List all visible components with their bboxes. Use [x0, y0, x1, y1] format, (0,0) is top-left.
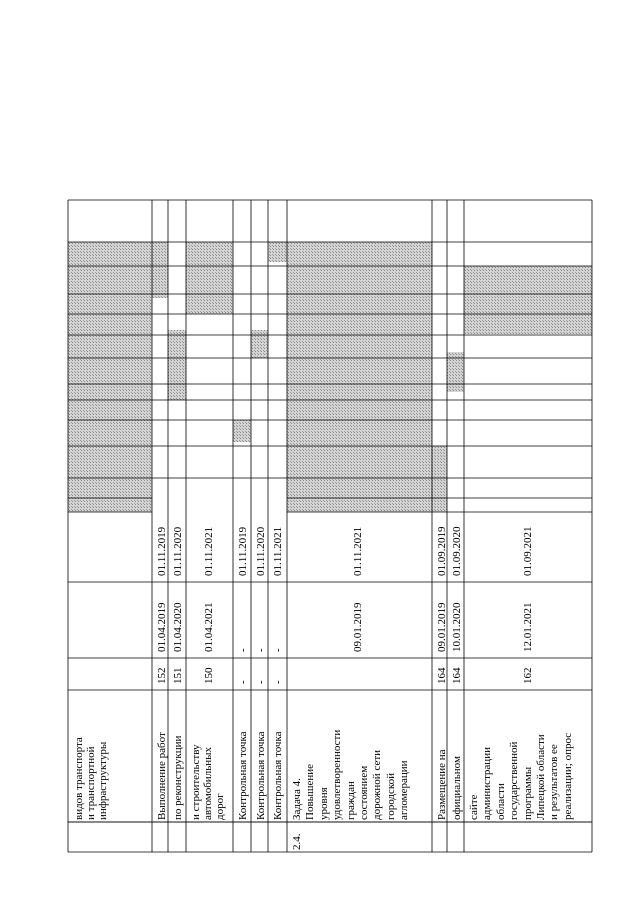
number-cell-kt-1 [237, 680, 249, 684]
cell-text-line: дорог [214, 793, 226, 820]
start-date-row-150 [203, 603, 215, 653]
number-cell-kt-2 [255, 680, 267, 684]
cell-text-line: состоянием [358, 765, 371, 820]
start-date-row-150-text: 01.04.2021 [203, 602, 215, 652]
end-date-task-4 [352, 527, 364, 576]
cell-text-line: по реконструкции [172, 735, 184, 820]
number-cell-row-164b [451, 668, 463, 685]
number-cell-row-151 [172, 668, 184, 685]
start-date-row-152-text: 01.04.2019 [156, 602, 168, 652]
number-cell-kt-2-text: - [255, 680, 267, 684]
cell-text-line: Контрольная точка [272, 731, 284, 820]
end-date-kt-1 [237, 527, 249, 576]
start-date-row-151 [172, 603, 184, 653]
name-cell-kt-2 [255, 731, 267, 820]
start-date-row-164b-text: 10.01.2020 [451, 602, 463, 652]
cell-text-line: государственной [508, 741, 521, 820]
number-cell-row-151-text: 151 [172, 667, 184, 684]
start-date-task-4 [352, 603, 364, 653]
cell-text-line: видов транспорта [73, 737, 85, 820]
name-cell-row-164b [451, 756, 463, 820]
name-cell-task-4 [291, 730, 412, 820]
name-cell-row-151 [172, 736, 184, 820]
end-date-kt-2 [255, 527, 267, 576]
start-date-kt-2-text: - [255, 648, 267, 652]
cell-text-line: уровня [317, 787, 330, 820]
index-cell-task-4-text: 2.4. [291, 833, 303, 850]
cell-text-line: Контрольная точка [255, 731, 267, 820]
index-cell-task-4 [291, 834, 303, 851]
end-date-row-150-text: 01.11.2021 [203, 526, 215, 576]
end-date-row-151-text: 01.11.2020 [172, 526, 184, 576]
number-cell-row-162 [522, 668, 534, 685]
start-date-row-164a-text: 09.01.2019 [436, 602, 448, 652]
start-date-kt-3-text: - [272, 648, 284, 652]
name-cell-kt-1 [237, 731, 249, 820]
cell-text-line: реализации; опрос [561, 732, 574, 820]
number-cell-row-152 [156, 668, 168, 685]
end-date-row-164a-text: 01.09.2019 [436, 526, 448, 576]
cell-text-line: и результатов ее [548, 744, 561, 820]
end-date-row-162 [522, 527, 534, 577]
cell-text-line: автомобильных [202, 747, 214, 820]
start-date-row-152 [156, 603, 168, 653]
start-date-kt-2 [255, 648, 267, 652]
start-date-row-151-text: 01.04.2020 [172, 602, 184, 652]
cell-text-line: Липецкой области [535, 734, 548, 820]
cell-text-line: инфраструктуры [97, 741, 109, 820]
number-cell-row-150 [203, 668, 215, 685]
cell-text-line: Задача 4. [291, 778, 303, 820]
start-date-kt-1 [237, 648, 249, 652]
end-date-row-164a [436, 527, 448, 577]
number-cell-kt-1-text: - [237, 680, 249, 684]
cell-text-line: Выполнение работ [156, 732, 168, 820]
end-date-kt-3 [272, 527, 284, 576]
cell-text-line: программы [521, 766, 534, 820]
end-date-row-162-text: 01.09.2021 [522, 526, 534, 576]
name-cell-kt-3 [272, 731, 284, 820]
number-cell-row-162-text: 162 [522, 667, 534, 684]
cell-text-line: Контрольная точка [237, 731, 249, 820]
name-cell-row-150 [190, 744, 226, 820]
cell-text-line: и строительству [190, 744, 202, 820]
end-date-kt-2-text: 01.11.2020 [255, 526, 267, 576]
gantt-shade-header [68, 242, 152, 512]
gantt-shade-kt-1 [233, 420, 251, 442]
gantt-shade-kt-3 [268, 242, 287, 262]
start-date-row-162 [522, 603, 534, 653]
end-date-row-150 [203, 527, 215, 576]
cell-text-line: дорожной сети [371, 749, 384, 820]
gantt-shade-row-162 [464, 266, 592, 334]
number-cell-kt-3 [272, 680, 284, 684]
start-date-kt-1-text: - [237, 648, 249, 652]
number-cell-row-164a [436, 668, 448, 685]
name-cell-header-cont [73, 737, 109, 820]
start-date-row-162-text: 12.01.2021 [522, 602, 534, 652]
gantt-shade-task-4 [287, 242, 432, 512]
name-cell-row-162 [468, 733, 575, 820]
name-cell-row-152 [156, 732, 168, 820]
end-date-row-164b-text: 01.09.2020 [451, 526, 463, 576]
cell-text-line: Повышение [304, 763, 317, 820]
number-cell-row-152-text: 152 [156, 667, 168, 684]
end-date-task-4-text: 01.11.2021 [352, 526, 364, 576]
end-date-row-164b [451, 527, 463, 577]
gantt-shade-row-152 [152, 242, 168, 298]
cell-text-line: Размещение на [436, 749, 448, 820]
cell-text-line: администрации [481, 747, 494, 820]
end-date-kt-1-text: 01.11.2019 [237, 526, 249, 576]
gantt-shade-row-151 [168, 330, 186, 400]
number-cell-row-164b-text: 164 [451, 667, 463, 684]
cell-text-line: городской [384, 772, 397, 820]
start-date-task-4-text: 09.01.2019 [352, 602, 364, 652]
cell-text-line: и транспортной [85, 746, 97, 820]
name-cell-row-164a [436, 749, 448, 820]
cell-text-line: сайте [468, 794, 480, 820]
gantt-shade-row-164a [432, 446, 447, 512]
number-cell-row-150-text: 150 [203, 667, 215, 684]
start-date-kt-3 [272, 648, 284, 652]
cell-text-line: удовлетворенности [331, 729, 344, 820]
gantt-shade-row-150 [186, 242, 233, 314]
end-date-row-152 [156, 527, 168, 576]
start-date-row-164a [436, 603, 448, 653]
cell-text-line: граждан [344, 781, 357, 820]
cell-text-line: агломерации [398, 760, 411, 820]
cell-text-line: области [494, 783, 507, 820]
end-date-kt-3-text: 01.11.2021 [272, 526, 284, 576]
number-cell-kt-3-text: - [272, 680, 284, 684]
end-date-row-151 [172, 527, 184, 576]
end-date-row-152-text: 01.11.2019 [156, 526, 168, 576]
number-cell-row-164a-text: 164 [436, 667, 448, 684]
cell-text-line: официальном [451, 756, 463, 820]
start-date-row-164b [451, 603, 463, 653]
gantt-shade-kt-2 [251, 330, 268, 358]
